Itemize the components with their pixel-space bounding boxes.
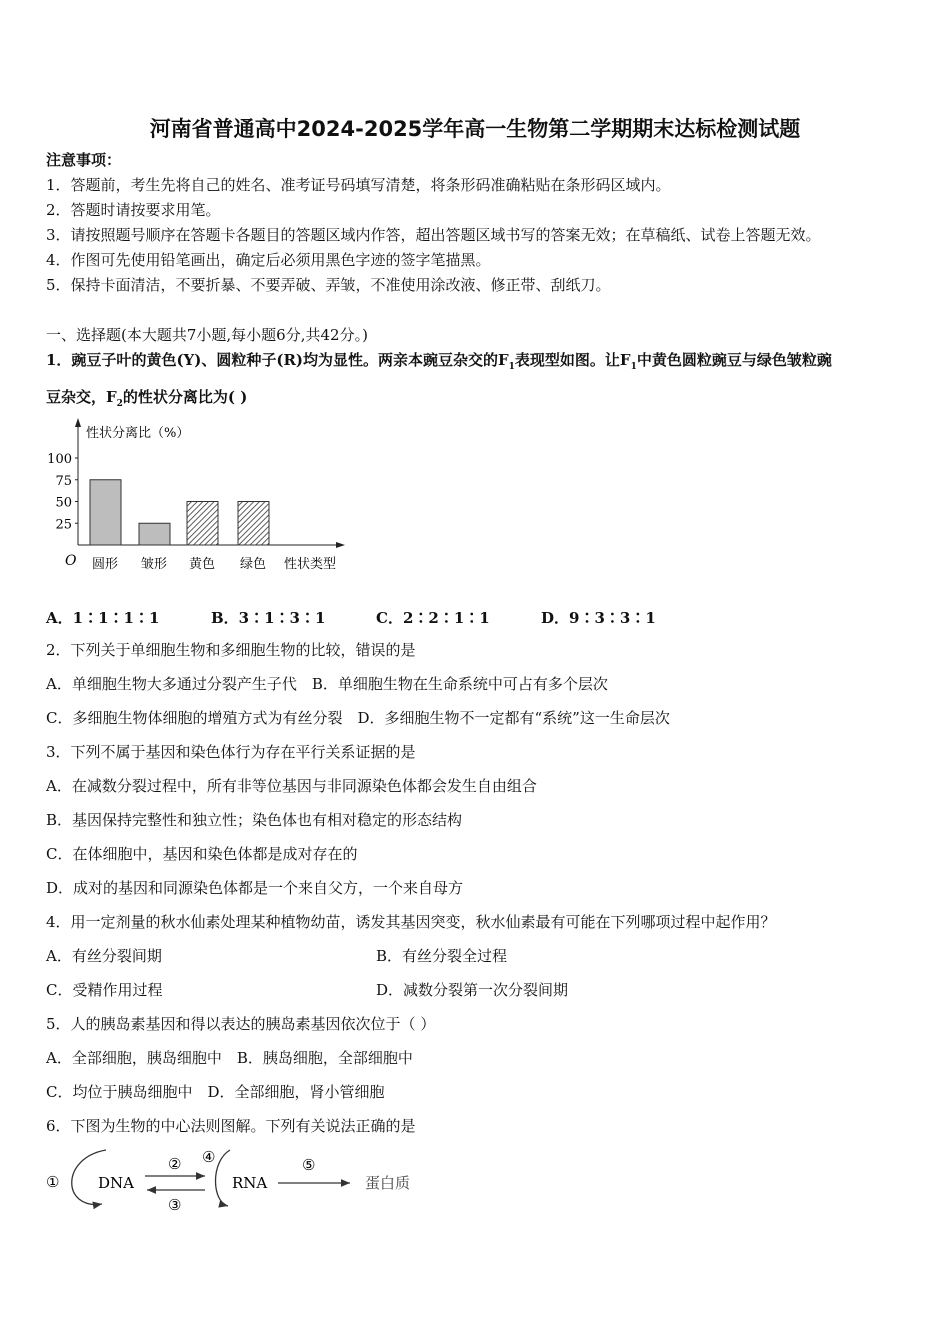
q3-option-c[interactable]: C．在体细胞中，基因和染色体都是成对存在的 [46, 845, 358, 863]
label-4: ④ [202, 1148, 216, 1166]
y-tick-label: 75 [55, 473, 72, 489]
bar-绿色 [238, 502, 269, 546]
y-tick-label: 50 [55, 495, 72, 511]
q3-option-b[interactable]: B．基因保持完整性和独立性；染色体也有相对稳定的形态结构 [46, 811, 463, 829]
notice-item: 4．作图可先使用铅笔画出，确定后必须用黑色字迹的签字笔描黑。 [46, 251, 491, 269]
y-axis-label: 性状分离比（%） [86, 426, 190, 441]
q1-stem-line2: 豆杂交，$F_2$的性状分离比为( ) [46, 388, 248, 409]
bar-黄色 [187, 502, 218, 546]
notice-item: 3．请按照题号顺序在答题卡各题目的答题区域内作答，超出答题区域书写的答案无效；在草稿纸、试卷上答题无效。 [46, 226, 821, 244]
rna-label: RNA [232, 1174, 268, 1192]
q6-stem: 6．下图为生物的中心法则图解。下列有关说法正确的是 [46, 1117, 416, 1135]
notice-item: 1．答题前，考生先将自己的姓名、准考证号码填写清楚，将条形码准确粘贴在条形码区域内。 [46, 176, 671, 194]
q4-option-b[interactable]: B．有丝分裂全过程 [376, 947, 508, 965]
label-2: ② [168, 1155, 182, 1173]
q1-stem-line1: 1．豌豆子叶的黄色(Y)、圆粒种子(R)均为显性。两亲本豌豆杂交的$F_1$表现型如图。让$F_1$中黄色圆粒豌豆与绿色皱粒豌 [46, 351, 832, 372]
bar-皱形 [139, 523, 170, 545]
q2-stem: 2．下列关于单细胞生物和多细胞生物的比较，错误的是 [46, 641, 416, 659]
notice-heading: 注意事项： [46, 151, 122, 169]
x-tick-label: 圆形 [91, 557, 119, 572]
q1-option-b[interactable]: B．3∶1∶3∶1 [211, 609, 326, 627]
q5-option[interactable]: C．均位于胰岛细胞中 D．全部细胞，肾小管细胞 [46, 1083, 385, 1101]
protein-label: 蛋白质 [365, 1174, 411, 1192]
bar-圆形 [90, 480, 121, 545]
q1-option-d[interactable]: D．9∶3∶3∶1 [541, 609, 656, 627]
page-title: 河南省普通高中2024-2025学年高一生物第二学期期末达标检测试题 [149, 117, 801, 141]
q4-option-c[interactable]: C．受精作用过程 [46, 981, 163, 999]
notice-item: 2．答题时请按要求用笔。 [46, 201, 221, 219]
q4-option-a[interactable]: A．有丝分裂间期 [46, 947, 162, 965]
y-axis-arrow [75, 418, 81, 427]
q4-stem: 4．用一定剂量的秋水仙素处理某种植物幼苗，诱发其基因突变，秋水仙素最有可能在下列哪项过程中起作用？ [46, 913, 776, 931]
q1-option-a[interactable]: A．1∶1∶1∶1 [46, 609, 160, 627]
q2-option[interactable]: C．多细胞生物体细胞的增殖方式为有丝分裂 D．多细胞生物不一定都有“系统”这一生命层次 [46, 709, 670, 727]
section-heading: 一、选择题(本大题共7小题,每小题6分,共42分。) [46, 326, 368, 344]
q5-option[interactable]: A．全部细胞，胰岛细胞中 B．胰岛细胞，全部细胞中 [46, 1049, 413, 1067]
q2-option[interactable]: A．单细胞生物大多通过分裂产生子代 B．单细胞生物在生命系统中可占有多个层次 [46, 675, 608, 693]
x-axis-label: 性状类型 [284, 557, 337, 572]
label-3: ③ [168, 1196, 182, 1214]
q5-stem: 5．人的胰岛素基因和得以表达的胰岛素基因依次位于（ ） [46, 1015, 436, 1033]
central-dogma-diagram [40, 1140, 440, 1220]
origin-label: O [65, 553, 77, 569]
q3-stem: 3．下列不属于基因和染色体行为存在平行关系证据的是 [46, 743, 416, 761]
label-1: ① [46, 1173, 60, 1191]
q3-option-d[interactable]: D．成对的基因和同源染色体都是一个来自父方，一个来自母方 [46, 879, 464, 897]
bar-chart [40, 415, 370, 585]
label-5: ⑤ [302, 1156, 316, 1174]
dna-label: DNA [98, 1174, 134, 1192]
x-axis-arrow [336, 542, 345, 548]
x-tick-label: 绿色 [239, 557, 267, 572]
y-tick-label: 25 [55, 517, 72, 533]
q4-option-d[interactable]: D．减数分裂第一次分裂间期 [376, 981, 569, 999]
y-tick-label: 100 [47, 452, 72, 467]
rna-replication-arrow [216, 1150, 231, 1206]
x-tick-label: 皱形 [140, 557, 168, 572]
q1-option-c[interactable]: C．2∶2∶1∶1 [376, 609, 490, 627]
q3-option-a[interactable]: A．在减数分裂过程中，所有非等位基因与非同源染色体都会发生自由组合 [46, 777, 537, 795]
x-tick-label: 黄色 [188, 557, 216, 572]
notice-item: 5．保持卡面清洁，不要折暴、不要弄破、弄皱，不准使用涂改液、修正带、刮纸刀。 [46, 276, 611, 294]
